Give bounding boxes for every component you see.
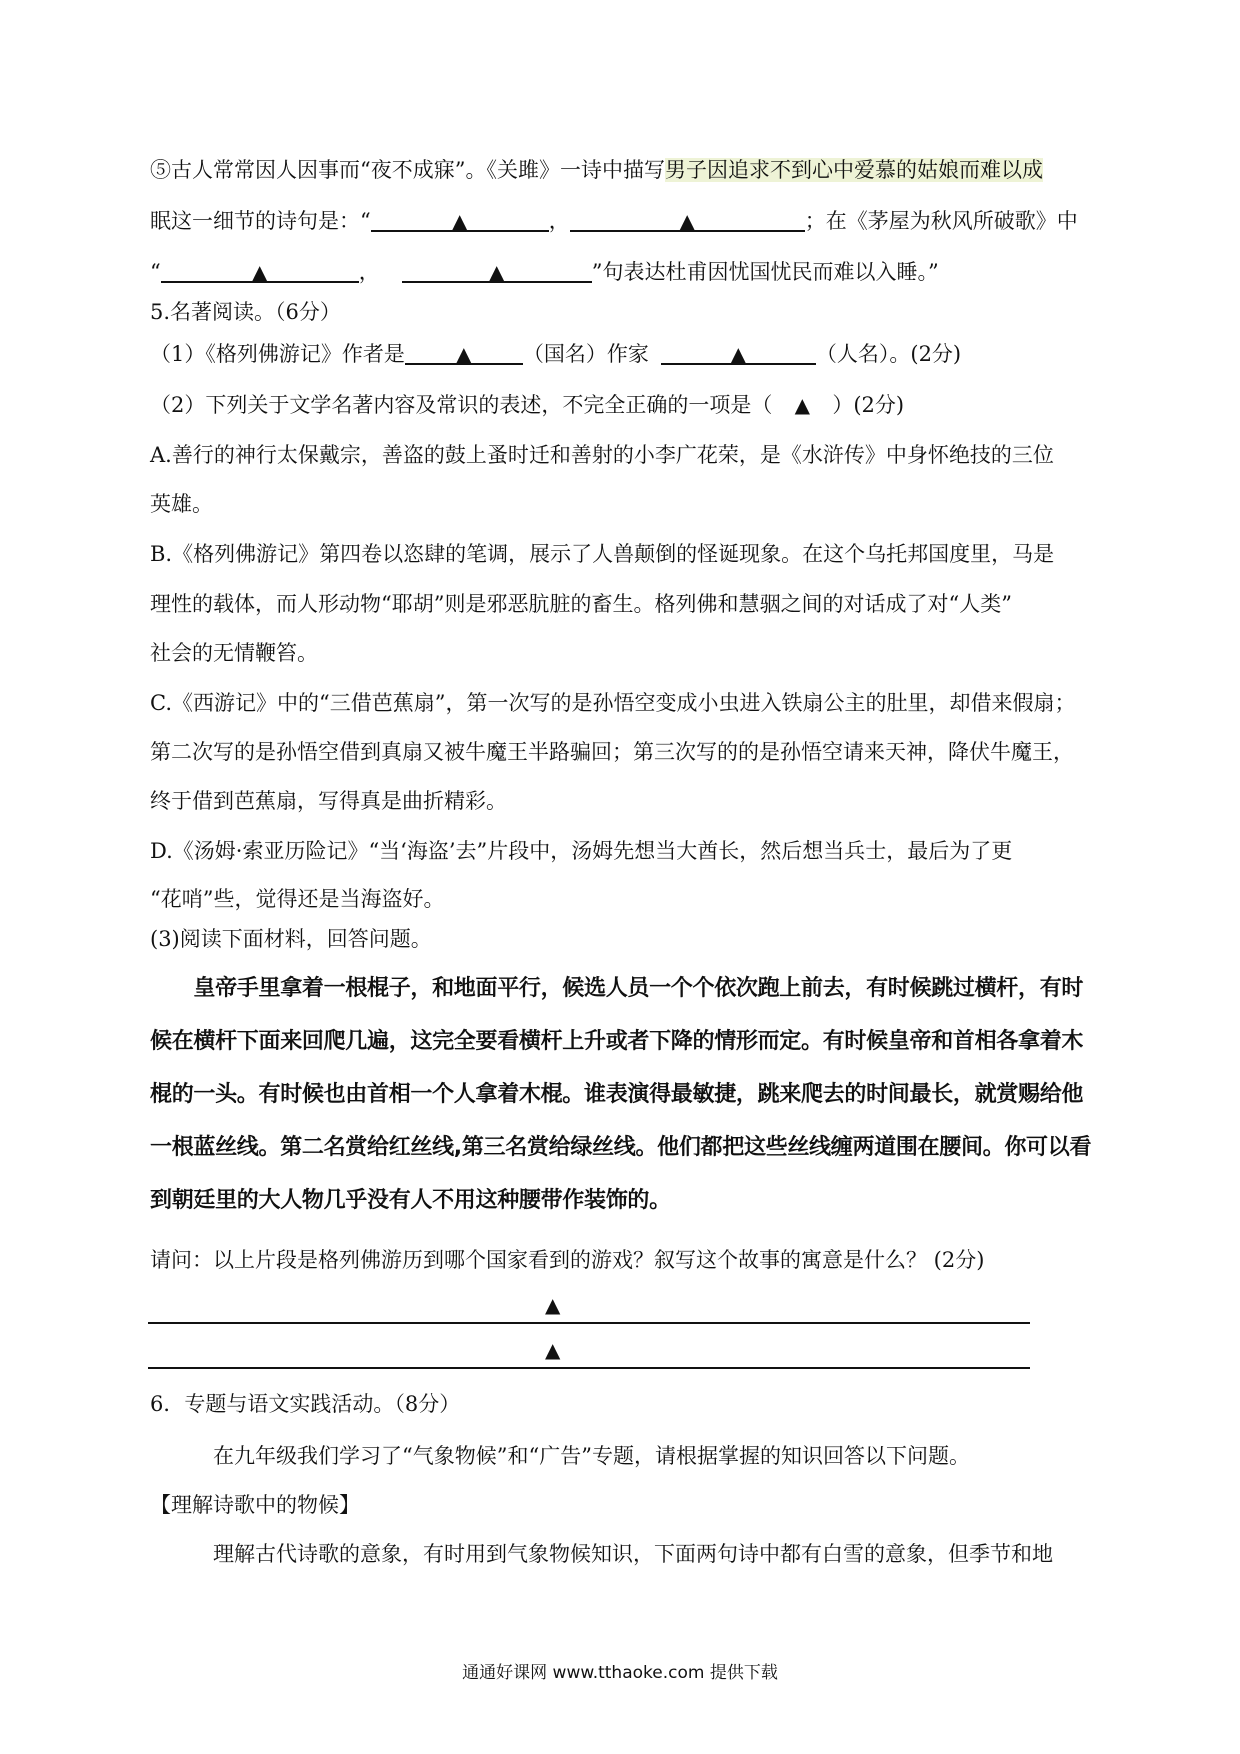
q6-title: 6．专题与语文实践活动。（8分） (150, 1392, 461, 1416)
q4-5-separator: ， (358, 260, 380, 284)
blank-marker-icon: ▲ (456, 342, 472, 366)
q4-5-line3-tail: ”句表达杜甫因忧国忧民而难以入睡。” (591, 260, 939, 284)
q5-option-b-line2: 理性的载体，而人形动物“耶胡”则是邪恶肮脏的畜生。格列佛和慧骃之间的对话成了对“人类” (150, 592, 1012, 616)
q4-5-line3 (150, 257, 939, 287)
q4-5-line1-text: ⑤古人常常因人因事而“夜不成寐”。《关雎》一诗中描写 (150, 158, 665, 182)
q6-intro: 在九年级我们学习了“气象物候”和“广告”专题，请根据掌握的知识回答以下问题。 (213, 1444, 970, 1468)
blank-marker-icon: ▲ (545, 1293, 561, 1317)
answer-blank-4[interactable] (402, 257, 592, 283)
answer-choice-blank[interactable] (772, 390, 832, 420)
q5-option-c-line1: C.《西游记》中的“三借芭蕉扇”，第一次写的是孙悟空变成小虫进入铁扇公主的肚里，却借来假扇； (150, 691, 1076, 715)
q6-text: 理解古代诗歌的意象，有时用到气象物候知识，下面两句诗中都有白雪的意象，但季节和地 (213, 1542, 1053, 1566)
answer-blank-3[interactable] (161, 257, 359, 283)
q4-5-line2-tail: ；在《茅屋为秋风所破歌》中 (804, 209, 1078, 233)
blank-marker-icon: ▲ (679, 209, 695, 233)
q5-part1 (150, 339, 961, 369)
answer-blank-2[interactable] (570, 206, 805, 232)
q5-part2 (150, 390, 904, 420)
blank-marker-icon: ▲ (730, 342, 747, 366)
q5-option-c-line2: 第二次写的是孙悟空借到真扇又被牛魔王半路骗回；第三次写的的是孙悟空请来天神，降伏牛魔王， (150, 740, 1074, 764)
q5-option-d-line2: “花哨”些，觉得还是当海盗好。 (150, 887, 445, 911)
q4-5-line2 (150, 206, 1078, 236)
blank-marker-icon: ▲ (252, 260, 268, 284)
q5-part1-text3: （人名）。(2分) (815, 342, 962, 366)
answer-line-1[interactable] (148, 1322, 1030, 1324)
blank-marker-icon: ▲ (794, 393, 811, 417)
q5-part1-text2: （国名）作家 (522, 342, 649, 366)
answer-blank-country[interactable] (405, 339, 523, 365)
q5-option-b-line3: 社会的无情鞭笞。 (150, 641, 318, 665)
q5-option-a-line2: 英雄。 (150, 492, 213, 516)
q6-section-heading: 【理解诗歌中的物候】 (150, 1493, 360, 1517)
blank-marker-icon: ▲ (452, 209, 468, 233)
q4-5-line2-text: 眠这一细节的诗句是：“ (150, 209, 371, 233)
q4-5-highlighted-text: 男子因追求不到心中爱慕的姑娘而难以成 (664, 158, 1043, 182)
q5-title: 5.名著阅读。（6分） (150, 300, 341, 324)
q5-option-c-line3: 终于借到芭蕉扇，写得真是曲折精彩。 (150, 789, 507, 813)
q5-part3-question: 请问：以上片段是格列佛游历到哪个国家看到的游戏？叙写这个故事的寓意是什么？ (2分) (150, 1248, 985, 1272)
q5-part1-text: （1）《格列佛游记》作者是 (150, 342, 405, 366)
q5-option-d-line1: D.《汤姆·索亚历险记》“当‘海盗’去”片段中，汤姆先想当大酋长，然后想当兵士，最后为了更 (150, 839, 1013, 863)
answer-blank-author[interactable] (661, 339, 816, 365)
q4-5-separator: ， (548, 209, 570, 233)
q5-option-b-line1: B.《格列佛游记》第四卷以恣肆的笔调，展示了人兽颠倒的怪诞现象。在这个乌托邦国度里，马是 (150, 542, 1055, 566)
blank-marker-icon: ▲ (545, 1338, 561, 1362)
answer-blank-1[interactable] (371, 206, 549, 232)
q4-5-line3-quote: “ (150, 260, 161, 284)
q5-option-a-line1: A.善行的神行太保戴宗，善盗的鼓上蚤时迁和善射的小李广花荣，是《水浒传》中身怀绝技的三位 (150, 443, 1054, 467)
q5-part2-tail: ）(2分) (832, 393, 905, 417)
q5-part2-text: （2）下列关于文学名著内容及常识的表述，不完全正确的一项是（ (150, 393, 773, 417)
q4-5-line1 (150, 155, 1043, 185)
blank-marker-icon: ▲ (489, 260, 505, 284)
reading-passage: 皇帝手里拿着一根棍子，和地面平行，候选人员一个个依次跑上前去，有时候跳过横杆，有时候在横杆下面来回爬几遍，这完全要看横杆上升或者下降的情形而定。有时候皇帝和首相各拿着木棍的一头。有时候也由首相一个人拿着木棍。谁表演得最敏捷，跳来爬去的时间最长，就赏赐给他一根蓝丝线。第二名赏给红丝线,第三名赏给绿丝线。他们都把这些丝线缠两道围在腰间。你可以看到朝廷里的大人物几乎没有人不用这种腰带作装饰的。 (150, 976, 1092, 1213)
answer-line-2[interactable] (148, 1367, 1030, 1369)
page-footer: 通通好课网 www.tthaoke.com 提供下载 (462, 1663, 778, 1683)
q5-part3: (3)阅读下面材料，回答问题。 (150, 927, 432, 951)
